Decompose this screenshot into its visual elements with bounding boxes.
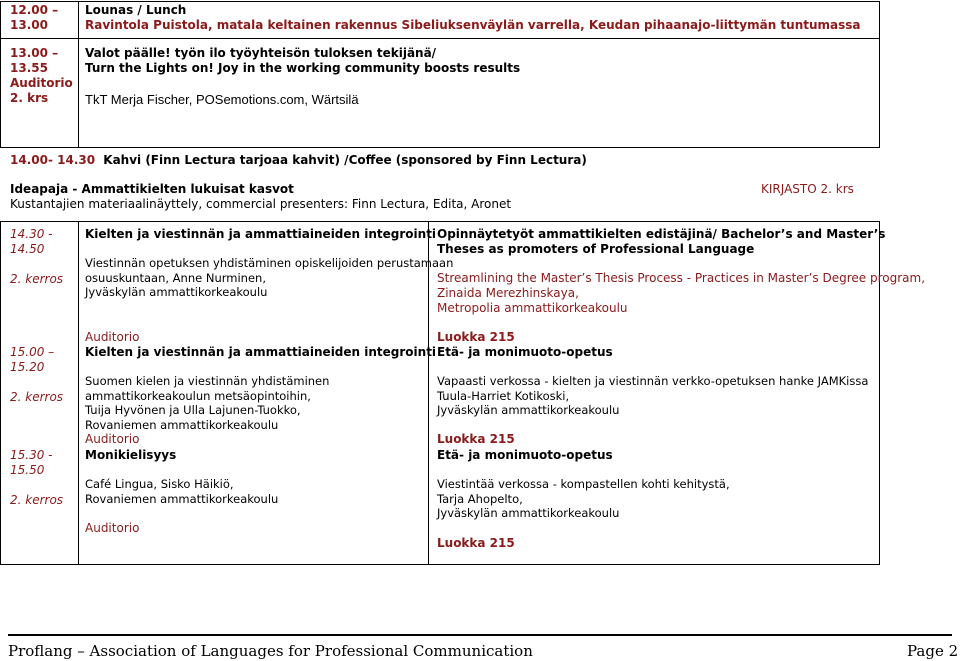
time-line: 14.50 — [10, 242, 45, 256]
slot3-left-room: Auditorio — [85, 521, 140, 535]
body-line: Tuija Hyvönen ja Ulla Lajunen-Tuokko, — [85, 403, 301, 417]
slot3-right-room: Luokka 215 — [437, 536, 515, 550]
table-border-left — [0, 1, 1, 148]
session-border-bottom — [0, 564, 880, 565]
time-line: 13.00 – — [10, 46, 59, 60]
coffee-row — [10, 153, 587, 168]
body-line: Jyväskylän ammattikorkeakoulu — [437, 403, 620, 417]
ideapaja-location: KIRJASTO 2. krs — [761, 182, 854, 196]
body-line: Zinaida Merezhinskaya, — [437, 286, 579, 300]
coffee-time: 14.00- 14.30 — [10, 153, 96, 167]
slot1-right-body — [437, 271, 925, 316]
body-line: ammattikorkeakoulun metsäopintoihin, — [85, 388, 311, 403]
floor: 2. kerros — [10, 272, 64, 286]
footer-text: Proflang – Association of Languages for Professional Communication — [8, 642, 533, 660]
slot3-right-title: Etä- ja monimuoto-opetus — [437, 448, 613, 462]
coffee-text: Kahvi (Finn Lectura tarjoaa kahvit) /Coffee (sponsored by Finn Lectura) — [103, 153, 587, 167]
body-line: Streamlining the Master’s Thesis Process - Practices in Master’s Degree program, — [437, 271, 926, 285]
lunch-title: Lounas / Lunch — [85, 3, 187, 17]
slot2-right-room: Luokka 215 — [437, 432, 515, 446]
session-border-col1 — [78, 221, 79, 565]
slot1-right-title — [437, 227, 885, 257]
keynote-speaker: TkT Merja Fischer, POSemotions.com, Wärtsilä — [85, 92, 359, 107]
time-line: 12.00 – — [10, 3, 59, 17]
session-border-top — [0, 221, 880, 222]
body-line: Vapaasti verkossa - kielten ja viestinnän verkko-opetuksen hanke JAMKissa — [437, 374, 869, 388]
slot1-left-title: Kielten ja viestinnän ja ammattiaineiden integrointi — [85, 227, 437, 241]
table-border-top — [0, 1, 880, 2]
body-line: Café Lingua, Sisko Häikiö, — [85, 477, 234, 491]
body-line: osuuskuntaan, Anne Nurminen, — [85, 270, 266, 285]
body-line: Jyväskylän ammattikorkeakoulu — [437, 506, 620, 520]
slot2-right-title: Etä- ja monimuoto-opetus — [437, 345, 613, 359]
table-border-right — [879, 1, 880, 148]
keynote-title-en: Turn the Lights on! Joy in the working community boosts results — [85, 61, 521, 75]
time-line: 14.30 - — [10, 227, 53, 241]
floor: 2. krs — [10, 91, 49, 105]
body-line: Viestintää verkossa - kompastellen kohti kehitystä, — [437, 477, 730, 491]
footer-rule — [8, 634, 952, 636]
time-line: 13.55 — [10, 61, 48, 75]
slot3-left-body — [85, 477, 278, 506]
table-border-mid — [0, 38, 880, 39]
table-border-bottom — [0, 147, 880, 148]
body-line: Suomen kielen ja viestinnän yhdistäminen — [85, 374, 330, 388]
body-line: Jyväskylän ammattikorkeakoulu — [85, 285, 268, 299]
slot2-left-title: Kielten ja viestinnän ja ammattiaineiden integrointi — [85, 345, 437, 359]
keynote-time — [10, 46, 73, 106]
slot2-left-body — [85, 374, 329, 432]
keynote-title-fi: Valot päälle! työn ilo työyhteisön tuloksen tekijänä/ — [85, 46, 437, 60]
time-line: 15.50 — [10, 463, 45, 477]
slot3-time — [10, 448, 63, 508]
body-line: Rovaniemen ammattikorkeakoulu — [85, 417, 279, 432]
body-line: Tarja Ahopelto, — [437, 491, 523, 506]
title-line: Opinnäytetyöt ammattikielten edistäjinä/ Bachelor’s and Master’s — [437, 227, 886, 241]
slot2-time — [10, 345, 63, 405]
slot3-right-body — [437, 477, 730, 521]
slot2-right-body — [437, 374, 868, 418]
body-line: Tuula-Harriet Kotikoski, — [437, 388, 570, 403]
lunch-description: Ravintola Puistola, matala keltainen rakennus Sibeliuksenväylän varrella, Keudan pihaanajo-liittymän tuntumassa — [85, 18, 861, 32]
body-line: Metropolia ammattikorkeakoulu — [437, 301, 628, 315]
slot1-time — [10, 227, 63, 287]
body-line: Viestinnän opetuksen yhdistäminen opiskelijoiden perustamaan — [85, 256, 454, 270]
slot3-left-title: Monikielisyys — [85, 448, 177, 462]
time-line: 15.30 - — [10, 448, 53, 462]
lunch-time — [10, 3, 58, 33]
time-line: 15.00 – — [10, 345, 55, 359]
title-line: Theses as promoters of Professional Language — [437, 242, 755, 256]
time-line: 13.00 — [10, 18, 48, 32]
time-line: 15.20 — [10, 360, 45, 374]
slot1-right-room: Luokka 215 — [437, 330, 515, 344]
ideapaja-presenters: Kustantajien materiaalinäyttely, commercial presenters: Finn Lectura, Edita, Aronet — [10, 197, 512, 211]
page-number: Page 2 — [907, 642, 959, 660]
room: Auditorio — [10, 76, 73, 90]
keynote-title — [85, 46, 520, 76]
floor: 2. kerros — [10, 390, 64, 404]
slot2-left-room: Auditorio — [85, 432, 140, 446]
session-border-left — [0, 221, 1, 565]
table-border-col — [78, 1, 79, 148]
slot1-left-room: Auditorio — [85, 330, 140, 344]
ideapaja-title: Ideapaja - Ammattikielten lukuisat kasvot — [10, 182, 294, 196]
body-line: Rovaniemen ammattikorkeakoulu — [85, 491, 279, 506]
floor: 2. kerros — [10, 493, 64, 507]
slot1-left-body — [85, 256, 453, 300]
